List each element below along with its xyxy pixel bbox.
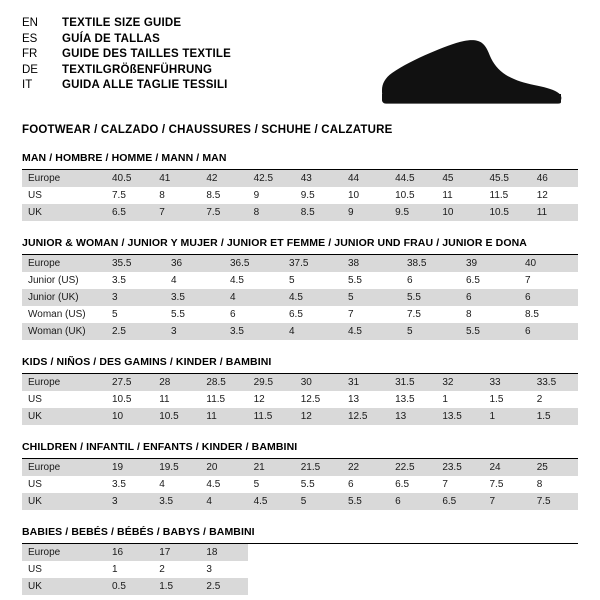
table-row: [22, 255, 578, 272]
cell: 22.5: [389, 459, 436, 476]
cell: 2.5: [200, 578, 247, 595]
row-label: US: [22, 476, 106, 493]
cell: 11.5: [200, 391, 247, 408]
cell: 33: [484, 374, 531, 391]
cell: 7: [484, 493, 531, 510]
row-label: Europe: [22, 255, 106, 272]
cell: 3.5: [106, 476, 153, 493]
cell: 8.5: [200, 187, 247, 204]
cell-empty: [389, 544, 436, 561]
cell: 3.5: [165, 289, 224, 306]
cell: 2.5: [106, 323, 165, 340]
cell-empty: [342, 544, 389, 561]
language-title: GUIDE DES TAILLES TEXTILE: [62, 48, 231, 60]
group-title: JUNIOR & WOMAN / JUNIOR Y MUJER / JUNIOR ET FEMME / JUNIOR UND FRAU / JUNIOR E DONA: [22, 237, 578, 255]
cell: 9: [248, 187, 295, 204]
cell: 31.5: [389, 374, 436, 391]
row-label: UK: [22, 204, 106, 221]
cell: 22: [342, 459, 389, 476]
size-group-man: [22, 152, 578, 221]
cell: 39: [460, 255, 519, 272]
cell: 16: [106, 544, 153, 561]
cell: 4: [283, 323, 342, 340]
cell: 13.5: [436, 408, 483, 425]
cell-empty: [295, 544, 342, 561]
table-row: [22, 459, 578, 476]
cell: 11: [153, 391, 200, 408]
cell: 8: [531, 476, 578, 493]
cell-empty: [295, 561, 342, 578]
cell: 42: [200, 170, 247, 187]
cell: 4.5: [248, 493, 295, 510]
cell-empty: [531, 578, 578, 595]
cell: 10: [106, 408, 153, 425]
language-title-list: [22, 16, 231, 94]
table-row: [22, 323, 578, 340]
row-label: UK: [22, 493, 106, 510]
row-label: Junior (UK): [22, 289, 106, 306]
cell: 46: [531, 170, 578, 187]
cell: 36: [165, 255, 224, 272]
cell-empty: [436, 544, 483, 561]
table-row: [22, 493, 578, 510]
size-group-junior-woman: [22, 237, 578, 340]
language-row: [22, 32, 231, 48]
language-code: DE: [22, 63, 38, 76]
language-code: EN: [22, 17, 38, 29]
dress-shoe-icon: [372, 32, 572, 110]
cell: 6: [460, 289, 519, 306]
cell: 19: [106, 459, 153, 476]
cell: 30: [295, 374, 342, 391]
cell: 10: [342, 187, 389, 204]
language-code: IT: [22, 79, 33, 91]
cell: 10.5: [106, 391, 153, 408]
cell: 9.5: [295, 187, 342, 204]
language-title: TEXTILGRÖßENFÜHRUNG: [62, 63, 213, 76]
cell: 12: [531, 187, 578, 204]
language-row: [22, 63, 231, 79]
cell: 1.5: [531, 408, 578, 425]
row-label: US: [22, 561, 106, 578]
cell: 41: [153, 170, 200, 187]
cell: 4.5: [200, 476, 247, 493]
cell: 3: [165, 323, 224, 340]
cell: 40: [519, 255, 578, 272]
cell: 24: [484, 459, 531, 476]
cell: 5.5: [342, 272, 401, 289]
cell: 3: [106, 289, 165, 306]
row-label: Europe: [22, 544, 106, 561]
cell: 12.5: [295, 391, 342, 408]
cell: 44.5: [389, 170, 436, 187]
row-label: Junior (US): [22, 272, 106, 289]
document-header: [22, 16, 578, 110]
cell: 12.5: [342, 408, 389, 425]
cell: 32: [436, 374, 483, 391]
cell-empty: [342, 578, 389, 595]
cell: 8.5: [519, 306, 578, 323]
cell: 8: [248, 204, 295, 221]
size-table: [22, 170, 578, 221]
cell-empty: [484, 544, 531, 561]
table-row: [22, 391, 578, 408]
cell: 37.5: [283, 255, 342, 272]
cell: 6: [519, 289, 578, 306]
cell: 35.5: [106, 255, 165, 272]
cell: 43: [295, 170, 342, 187]
cell: 5: [342, 289, 401, 306]
cell: 6: [389, 493, 436, 510]
row-label: Europe: [22, 170, 106, 187]
cell: 27.5: [106, 374, 153, 391]
language-title: TEXTILE SIZE GUIDE: [62, 17, 182, 29]
cell: 7.5: [401, 306, 460, 323]
cell: 3.5: [224, 323, 283, 340]
cell: 21: [248, 459, 295, 476]
cell: 11: [436, 187, 483, 204]
cell: 13: [342, 391, 389, 408]
cell: 10.5: [389, 187, 436, 204]
cell: 31: [342, 374, 389, 391]
row-label: Europe: [22, 459, 106, 476]
cell: 29.5: [248, 374, 295, 391]
cell: 6.5: [436, 493, 483, 510]
cell: 4: [165, 272, 224, 289]
table-row: [22, 544, 578, 561]
cell: 8: [153, 187, 200, 204]
cell: 23.5: [436, 459, 483, 476]
row-label: UK: [22, 408, 106, 425]
cell: 4: [153, 476, 200, 493]
cell-empty: [484, 561, 531, 578]
language-code: ES: [22, 32, 38, 45]
cell: 33.5: [531, 374, 578, 391]
cell: 4: [200, 493, 247, 510]
cell: 1: [436, 391, 483, 408]
cell: 5.5: [165, 306, 224, 323]
cell: 13: [389, 408, 436, 425]
cell: 12: [295, 408, 342, 425]
table-row: [22, 187, 578, 204]
cell-empty: [389, 561, 436, 578]
cell-empty: [248, 578, 295, 595]
cell: 11: [200, 408, 247, 425]
cell: 4: [224, 289, 283, 306]
size-table: [22, 374, 578, 425]
table-row: [22, 204, 578, 221]
cell-empty: [248, 561, 295, 578]
group-title: MAN / HOMBRE / HOMME / MANN / MAN: [22, 152, 578, 170]
cell-empty: [342, 561, 389, 578]
group-title: CHILDREN / INFANTIL / ENFANTS / KINDER / BAMBINI: [22, 441, 578, 459]
cell: 5.5: [295, 476, 342, 493]
cell: 7.5: [200, 204, 247, 221]
cell: 10.5: [484, 204, 531, 221]
cell: 8: [460, 306, 519, 323]
cell: 7.5: [484, 476, 531, 493]
cell: 7.5: [106, 187, 153, 204]
cell: 25: [531, 459, 578, 476]
cell: 28.5: [200, 374, 247, 391]
cell: 28: [153, 374, 200, 391]
cell: 12: [248, 391, 295, 408]
cell: 6: [342, 476, 389, 493]
table-row: [22, 306, 578, 323]
cell-empty: [436, 578, 483, 595]
cell: 13.5: [389, 391, 436, 408]
cell: 1.5: [484, 391, 531, 408]
table-row: [22, 476, 578, 493]
cell: 38: [342, 255, 401, 272]
cell: 7: [342, 306, 401, 323]
cell: 2: [531, 391, 578, 408]
cell: 5.5: [342, 493, 389, 510]
cell: 0.5: [106, 578, 153, 595]
cell: 6.5: [283, 306, 342, 323]
cell: 5: [295, 493, 342, 510]
cell: 4.5: [342, 323, 401, 340]
cell-empty: [531, 544, 578, 561]
cell: 5: [106, 306, 165, 323]
table-row: [22, 272, 578, 289]
cell: 9.5: [389, 204, 436, 221]
group-title: KIDS / NIÑOS / DES GAMINS / KINDER / BAMBINI: [22, 356, 578, 374]
cell: 7: [436, 476, 483, 493]
group-title: BABIES / BEBÉS / BÉBÉS / BABYS / BAMBINI: [22, 526, 578, 544]
cell: 1.5: [153, 578, 200, 595]
cell: 3: [200, 561, 247, 578]
cell-empty: [436, 561, 483, 578]
cell: 1: [106, 561, 153, 578]
language-row: [22, 78, 231, 94]
cell: 11.5: [248, 408, 295, 425]
table-row: [22, 578, 578, 595]
row-label: UK: [22, 578, 106, 595]
cell: 42.5: [248, 170, 295, 187]
cell: 5: [248, 476, 295, 493]
size-group-children: [22, 441, 578, 510]
cell: 10.5: [153, 408, 200, 425]
row-label: Woman (UK): [22, 323, 106, 340]
cell: 19.5: [153, 459, 200, 476]
cell: 6.5: [460, 272, 519, 289]
row-label: US: [22, 187, 106, 204]
cell: 44: [342, 170, 389, 187]
cell: 18: [200, 544, 247, 561]
size-table: [22, 544, 578, 595]
cell: 3: [106, 493, 153, 510]
cell: 2: [153, 561, 200, 578]
cell: 40.5: [106, 170, 153, 187]
cell-empty: [389, 578, 436, 595]
cell-empty: [295, 578, 342, 595]
cell: 1: [484, 408, 531, 425]
size-table: [22, 459, 578, 510]
cell: 6.5: [389, 476, 436, 493]
cell: 5.5: [460, 323, 519, 340]
cell: 6.5: [106, 204, 153, 221]
cell: 3.5: [106, 272, 165, 289]
cell-empty: [248, 544, 295, 561]
cell: 9: [342, 204, 389, 221]
cell: 4.5: [224, 272, 283, 289]
row-label: Woman (US): [22, 306, 106, 323]
cell: 7.5: [531, 493, 578, 510]
cell: 7: [519, 272, 578, 289]
cell: 4.5: [283, 289, 342, 306]
table-row: [22, 289, 578, 306]
table-row: [22, 170, 578, 187]
language-row: [22, 47, 231, 63]
cell: 6: [519, 323, 578, 340]
cell: 20: [200, 459, 247, 476]
cell: 6: [224, 306, 283, 323]
cell: 21.5: [295, 459, 342, 476]
cell: 45.5: [484, 170, 531, 187]
page-title: FOOTWEAR / CALZADO / CHAUSSURES / SCHUHE / CALZATURE: [22, 124, 393, 136]
table-row: [22, 374, 578, 391]
cell: 17: [153, 544, 200, 561]
language-code: FR: [22, 48, 38, 60]
row-label: US: [22, 391, 106, 408]
cell: 45: [436, 170, 483, 187]
cell: 6: [401, 272, 460, 289]
cell: 5.5: [401, 289, 460, 306]
cell: 3.5: [153, 493, 200, 510]
cell: 5: [283, 272, 342, 289]
cell: 7: [153, 204, 200, 221]
size-group-babies: [22, 526, 578, 595]
table-row: [22, 408, 578, 425]
size-group-kids: [22, 356, 578, 425]
row-label: Europe: [22, 374, 106, 391]
cell: 10: [436, 204, 483, 221]
cell-empty: [484, 578, 531, 595]
table-row: [22, 561, 578, 578]
language-title: GUIDA ALLE TAGLIE TESSILI: [62, 79, 228, 91]
cell: 11.5: [484, 187, 531, 204]
cell-empty: [531, 561, 578, 578]
cell: 8.5: [295, 204, 342, 221]
cell: 11: [531, 204, 578, 221]
cell: 38.5: [401, 255, 460, 272]
size-table: [22, 255, 578, 340]
cell: 36.5: [224, 255, 283, 272]
cell: 5: [401, 323, 460, 340]
language-row: [22, 16, 231, 32]
language-title: GUÍA DE TALLAS: [62, 32, 160, 45]
